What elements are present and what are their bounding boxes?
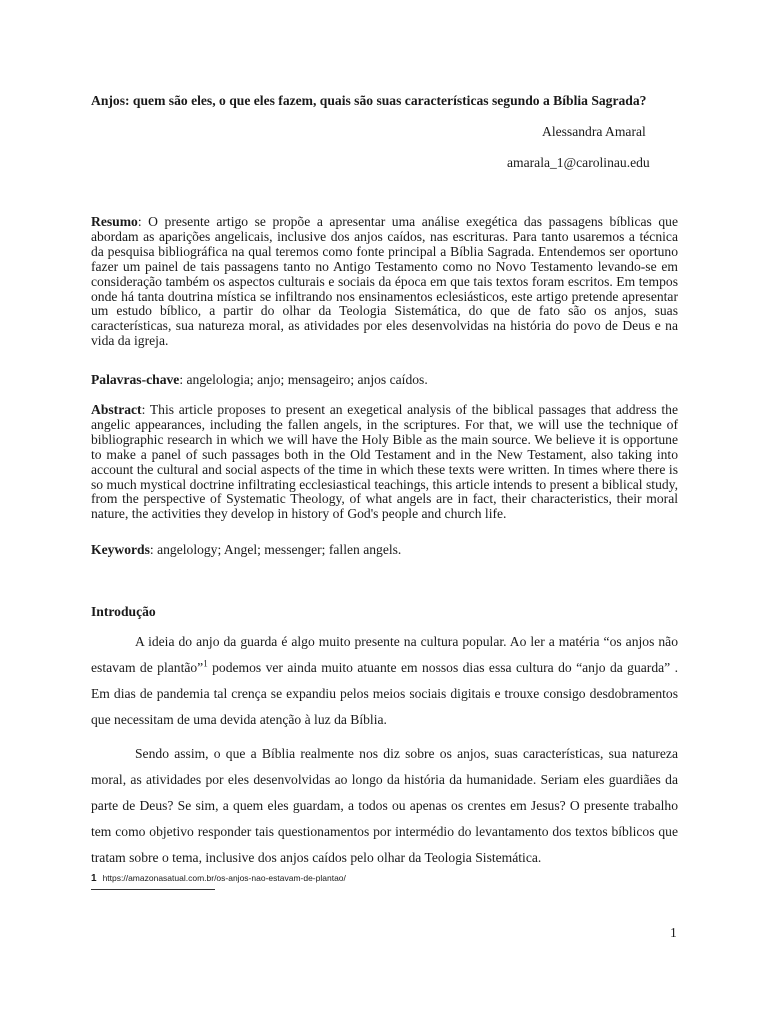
author-name: Alessandra Amaral (542, 124, 646, 139)
footnote-reference[interactable]: 1 (203, 658, 208, 669)
section-heading-introducao: Introdução (91, 604, 156, 619)
footnote-link[interactable]: https://amazonasatual.com.br/os-anjos-nao-estavam-de-plantao/ (102, 873, 346, 883)
para1-text-end: podemos ver ainda muito atuante em nossos dias essa cultura do “anjo da guarda” . Em dias de pandemia tal crença se expandiu pelos meios sociais digitais e trouxe consigo desdobramentos que necessitam de uma devida atenção à luz da Bíblia. (91, 660, 678, 727)
abstract-label: Abstract (91, 402, 142, 417)
keywords-label: Keywords (91, 542, 150, 557)
palavras-chave-label: Palavras-chave (91, 372, 180, 387)
body-paragraph-1 (91, 629, 678, 733)
paper-title: Anjos: quem são eles, o que eles fazem, quais são suas características segundo a Bíblia Sagrada? (91, 93, 647, 108)
keywords-text: : angelology; Angel; messenger; fallen angels. (149, 542, 402, 557)
resumo-text: : O presente artigo se propõe a apresentar uma análise exegética das passagens bíblicas que abordam as aparições angelicais, inclusive dos anjos caídos, nas escrituras. Para tanto usaremos a técnica da pesquisa bibliográfica na qual teremos como fonte principal a Bíblia Sagrada. Entendemos ser oportuno fazer um painel de tais passagens tanto no Antigo Testamento como no Novo Testamento levando-se em consideração também os aspectos culturais e sociais da época em que tais textos foram escritos. Em tempos onde há tanta doutrina mística se infiltrando nos ensinamentos eclesiásticos, este artigo pretende apresentar um estudo bíblico, a partir do olhar da Teologia Sistemática, do que de fato são os anjos, suas características, sua natureza moral, as atividades por eles desenvolvidas na história do povo de Deus e na vida da igreja. (91, 214, 678, 349)
palavras-chave-text: : angelologia; anjo; mensageiro; anjos caídos. (179, 372, 428, 387)
palavras-chave-paragraph (91, 373, 678, 388)
keywords-paragraph (91, 543, 678, 558)
author-email: amarala_1@carolinau.edu (507, 155, 650, 170)
footnote (91, 873, 346, 884)
abstract-paragraph (91, 403, 678, 522)
resumo-paragraph (91, 215, 678, 349)
page-number: 1 (670, 925, 677, 940)
footnote-separator (91, 889, 215, 890)
abstract-text: : This article proposes to present an exegetical analysis of the biblical passages that address the angelic appearances, including the fallen angels, in the scriptures. For that, we will use the technique of bibliographic research in which we will have the Holy Bible as the main source. We believe it is opportune to make a panel of such passages both in the Old Testament and in the New Testament, also taking into account the cultural and social aspects of the time in which these texts were written. In times where there is so much mystical doctrine infiltrating ecclesiastical teachings, this article intends to present a biblical study, from the perspective of Systematic Theology, of what angels are in fact, their characteristics, their moral nature, the activities they develop in history of God's people and church life. (91, 402, 678, 522)
para1-text-start: A ideia do anjo da guarda é algo muito presente na cultura popular. Ao ler a matéria “os anjos não estavam de plantão” (91, 634, 678, 675)
body-paragraph-2 (91, 741, 678, 871)
footnote-number: 1 (91, 873, 97, 884)
resumo-label: Resumo (91, 214, 138, 229)
para2-text: Sendo assim, o que a Bíblia realmente nos diz sobre os anjos, suas características, sua natureza moral, as atividades por eles desenvolvidas ao longo da história da humanidade. Seriam eles guardiães da parte de Deus? Se sim, a quem eles guardam, a todos ou apenas os crentes em Jesus? O presente trabalho tem como objetivo responder tais questionamentos por intermédio do levantamento dos textos bíblicos que tratam sobre o tema, inclusive dos anjos caídos pelo olhar da Teologia Sistemática. (91, 746, 678, 865)
